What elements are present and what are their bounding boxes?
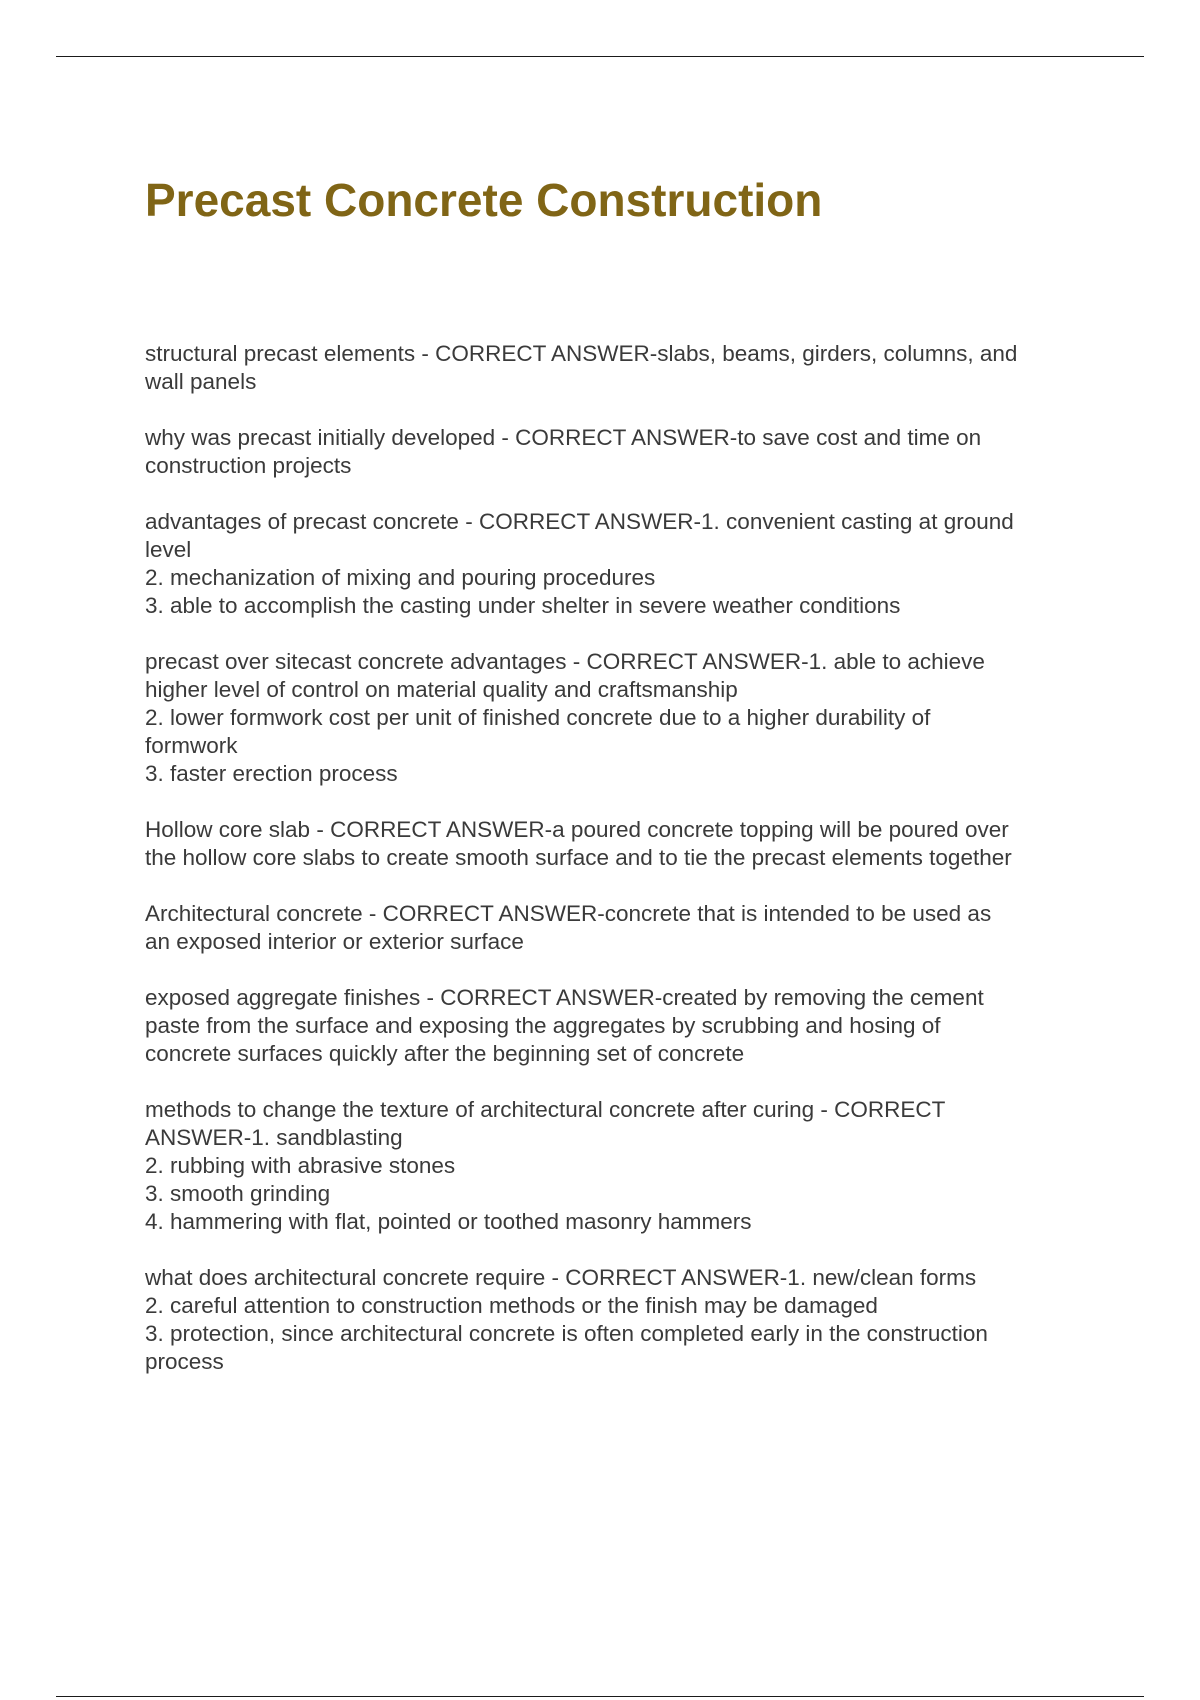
entry-line: 3. protection, since architectural concrete is often completed early in the construction	[145, 1321, 988, 1346]
entry-line: level	[145, 537, 192, 562]
entry-line: the hollow core slabs to create smooth surface and to tie the precast elements together	[145, 845, 1012, 870]
bottom-rule	[56, 1696, 1144, 1697]
entry-line: 2. rubbing with abrasive stones	[145, 1153, 456, 1178]
entry-line: methods to change the texture of architectural concrete after curing - CORRECT	[145, 1097, 946, 1122]
entry-line: Hollow core slab - CORRECT ANSWER-a poured concrete topping will be poured over	[145, 817, 1009, 842]
entry-line: 3. able to accomplish the casting under shelter in severe weather conditions	[145, 593, 901, 618]
flashcard-entry	[145, 900, 1105, 956]
entry-line: advantages of precast concrete - CORRECT ANSWER-1. convenient casting at ground	[145, 509, 1014, 534]
entry-line: structural precast elements - CORRECT ANSWER-slabs, beams, girders, columns, and	[145, 341, 1018, 366]
top-rule	[56, 56, 1144, 57]
entry-line: precast over sitecast concrete advantages - CORRECT ANSWER-1. able to achieve	[145, 649, 985, 674]
entry-line: paste from the surface and exposing the aggregates by scrubbing and hosing of	[145, 1013, 941, 1038]
flashcard-entry	[145, 648, 1105, 788]
entry-line: Architectural concrete - CORRECT ANSWER-concrete that is intended to be used as	[145, 901, 992, 926]
entry-line: exposed aggregate finishes - CORRECT ANSWER-created by removing the cement	[145, 985, 984, 1010]
entry-line: what does architectural concrete require - CORRECT ANSWER-1. new/clean forms	[145, 1265, 977, 1290]
entry-line: construction projects	[145, 453, 352, 478]
flashcard-entry	[145, 1264, 1105, 1376]
entry-line: 4. hammering with flat, pointed or toothed masonry hammers	[145, 1209, 752, 1234]
flashcard-entry	[145, 508, 1105, 620]
entry-line: higher level of control on material quality and craftsmanship	[145, 677, 738, 702]
flashcard-entry	[145, 816, 1105, 872]
entry-line: 3. faster erection process	[145, 761, 398, 786]
entry-line: why was precast initially developed - CORRECT ANSWER-to save cost and time on	[145, 425, 982, 450]
entry-line: an exposed interior or exterior surface	[145, 929, 524, 954]
flashcard-entry	[145, 1096, 1105, 1236]
flashcard-entry	[145, 984, 1105, 1068]
entry-line: 2. careful attention to construction methods or the finish may be damaged	[145, 1293, 878, 1318]
flashcard-list	[145, 340, 1105, 1404]
entry-line: 2. mechanization of mixing and pouring procedures	[145, 565, 656, 590]
entry-line: formwork	[145, 733, 238, 758]
entry-line: 2. lower formwork cost per unit of finished concrete due to a higher durability of	[145, 705, 931, 730]
entry-line: 3. smooth grinding	[145, 1181, 331, 1206]
flashcard-entry	[145, 424, 1105, 480]
document-title: Precast Concrete Construction	[145, 174, 823, 226]
entry-line: ANSWER-1. sandblasting	[145, 1125, 403, 1150]
flashcard-entry	[145, 340, 1105, 396]
entry-line: wall panels	[145, 369, 257, 394]
entry-line: process	[145, 1349, 224, 1374]
entry-line: concrete surfaces quickly after the beginning set of concrete	[145, 1041, 745, 1066]
